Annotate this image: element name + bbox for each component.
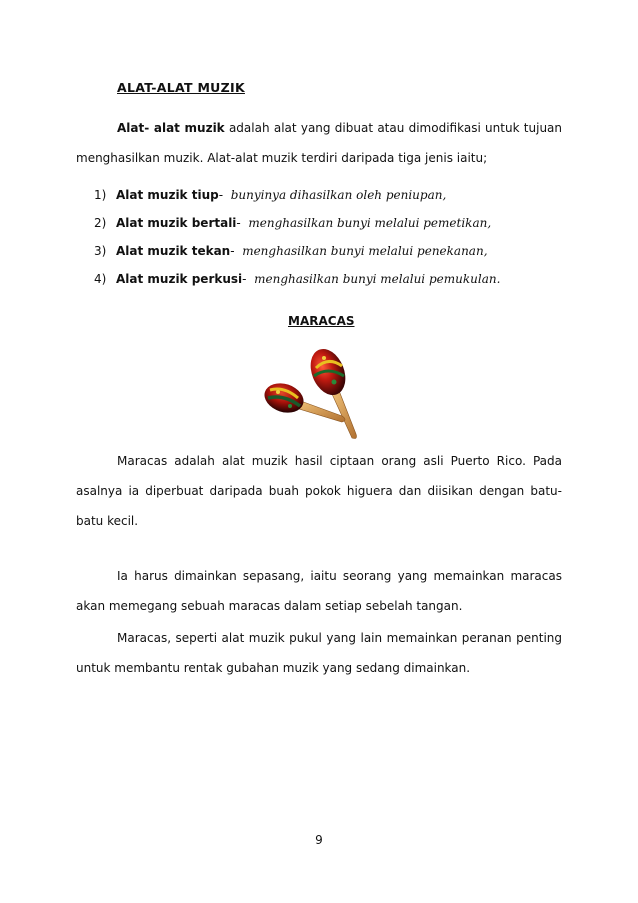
list-item-number: 1)	[94, 188, 107, 202]
page-title: ALAT-ALAT MUZIK	[117, 80, 245, 95]
list-item-name: Alat muzik tiup	[116, 188, 219, 202]
list-item	[94, 181, 574, 209]
list-item-separator: -	[230, 244, 235, 258]
maracas-illustration	[256, 342, 368, 442]
list-item-separator: -	[236, 216, 241, 230]
paragraph-text: Ia harus dimainkan sepasang, iaitu seorang yang memainkan maracas akan memegang sebuah maracas dalam setiap sebelah tangan.	[76, 569, 562, 613]
intro-paragraph	[76, 113, 562, 173]
list-item-name: Alat muzik bertali	[116, 216, 237, 230]
list-item-number: 2)	[94, 216, 107, 230]
paragraph-origin	[76, 446, 562, 536]
list-item	[94, 265, 574, 293]
list-item-description: menghasilkan bunyi melalui pemetikan,	[248, 216, 492, 230]
instrument-types-list	[94, 181, 574, 293]
paragraph-play	[76, 561, 562, 621]
list-item-description: bunyinya dihasilkan oleh peniupan,	[230, 188, 447, 202]
list-item	[94, 237, 574, 265]
list-item-separator: -	[218, 188, 224, 202]
section-title: MARACAS	[288, 314, 355, 328]
list-item	[94, 209, 574, 237]
list-item-number: 4)	[94, 272, 107, 286]
list-item-separator: -	[242, 272, 247, 286]
intro-text: adalah alat yang dibuat atau dimodifikasi untuk tujuan menghasilkan muzik. Alat-alat muzik terdiri daripada tiga jenis iaitu;	[76, 121, 563, 165]
list-item-name: Alat muzik perkusi	[116, 272, 243, 286]
paragraph-text: Maracas, seperti alat muzik pukul yang lain memainkan peranan penting untuk membantu rentak gubahan muzik yang sedang dimainkan.	[76, 631, 562, 675]
intro-term: Alat- alat muzik	[117, 121, 225, 135]
page-number: 9	[315, 833, 323, 847]
paragraph-role	[76, 623, 562, 683]
list-item-description: menghasilkan bunyi melalui pemukulan.	[254, 272, 501, 286]
list-item-name: Alat muzik tekan	[116, 244, 231, 258]
paragraph-text: Maracas adalah alat muzik hasil ciptaan orang asli Puerto Rico. Pada asalnya ia diperbuat daripada buah pokok higuera dan diisikan dengan batu-batu kecil.	[76, 454, 562, 528]
list-item-description: menghasilkan bunyi melalui penekanan,	[242, 244, 488, 258]
list-item-number: 3)	[94, 244, 107, 258]
